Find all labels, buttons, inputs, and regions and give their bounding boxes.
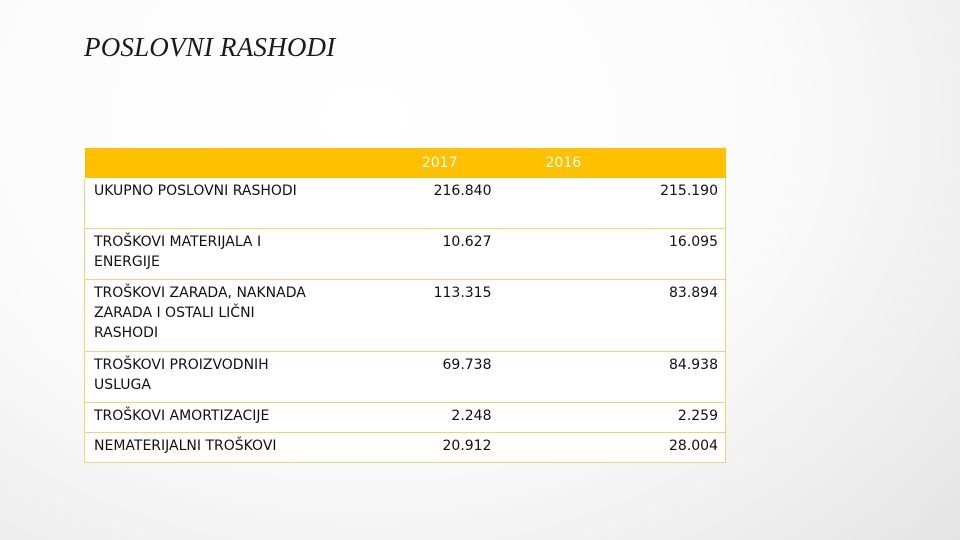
- value-2016: 215.190: [513, 178, 726, 229]
- table-row: [85, 403, 726, 433]
- value-2017: 20.912: [318, 433, 513, 463]
- table-row: [85, 178, 726, 229]
- value-2016: 84.938: [513, 352, 726, 403]
- table-row: [85, 352, 726, 403]
- row-label: NEMATERIJALNI TROŠKOVI: [85, 433, 318, 463]
- table-row: [85, 433, 726, 463]
- value-2016: 83.894: [513, 280, 726, 352]
- value-2017: 10.627: [318, 229, 513, 280]
- row-label: TROŠKOVI PROIZVODNIH USLUGA: [85, 352, 318, 403]
- header-year-2016: 2016: [513, 148, 726, 178]
- value-2017: 113.315: [318, 280, 513, 352]
- table-row: [85, 229, 726, 280]
- table-header-row: [85, 148, 726, 178]
- value-2017: 69.738: [318, 352, 513, 403]
- row-label: UKUPNO POSLOVNI RASHODI: [85, 178, 318, 229]
- value-2016: 2.259: [513, 403, 726, 433]
- value-2017: 2.248: [318, 403, 513, 433]
- expenses-table: [84, 148, 726, 463]
- value-2016: 28.004: [513, 433, 726, 463]
- row-label: TROŠKOVI MATERIJALA I ENERGIJE: [85, 229, 318, 280]
- row-label: TROŠKOVI AMORTIZACIJE: [85, 403, 318, 433]
- header-year-2017: 2017: [318, 148, 513, 178]
- table-row: [85, 280, 726, 352]
- header-label-column: [85, 148, 318, 178]
- value-2017: 216.840: [433, 183, 492, 199]
- page-title: POSLOVNI RASHODI: [84, 32, 336, 62]
- row-label: TROŠKOVI ZARADA, NAKNADA ZARADA I OSTALI LIČNI RASHODI: [85, 280, 318, 352]
- value-2016: 16.095: [513, 229, 726, 280]
